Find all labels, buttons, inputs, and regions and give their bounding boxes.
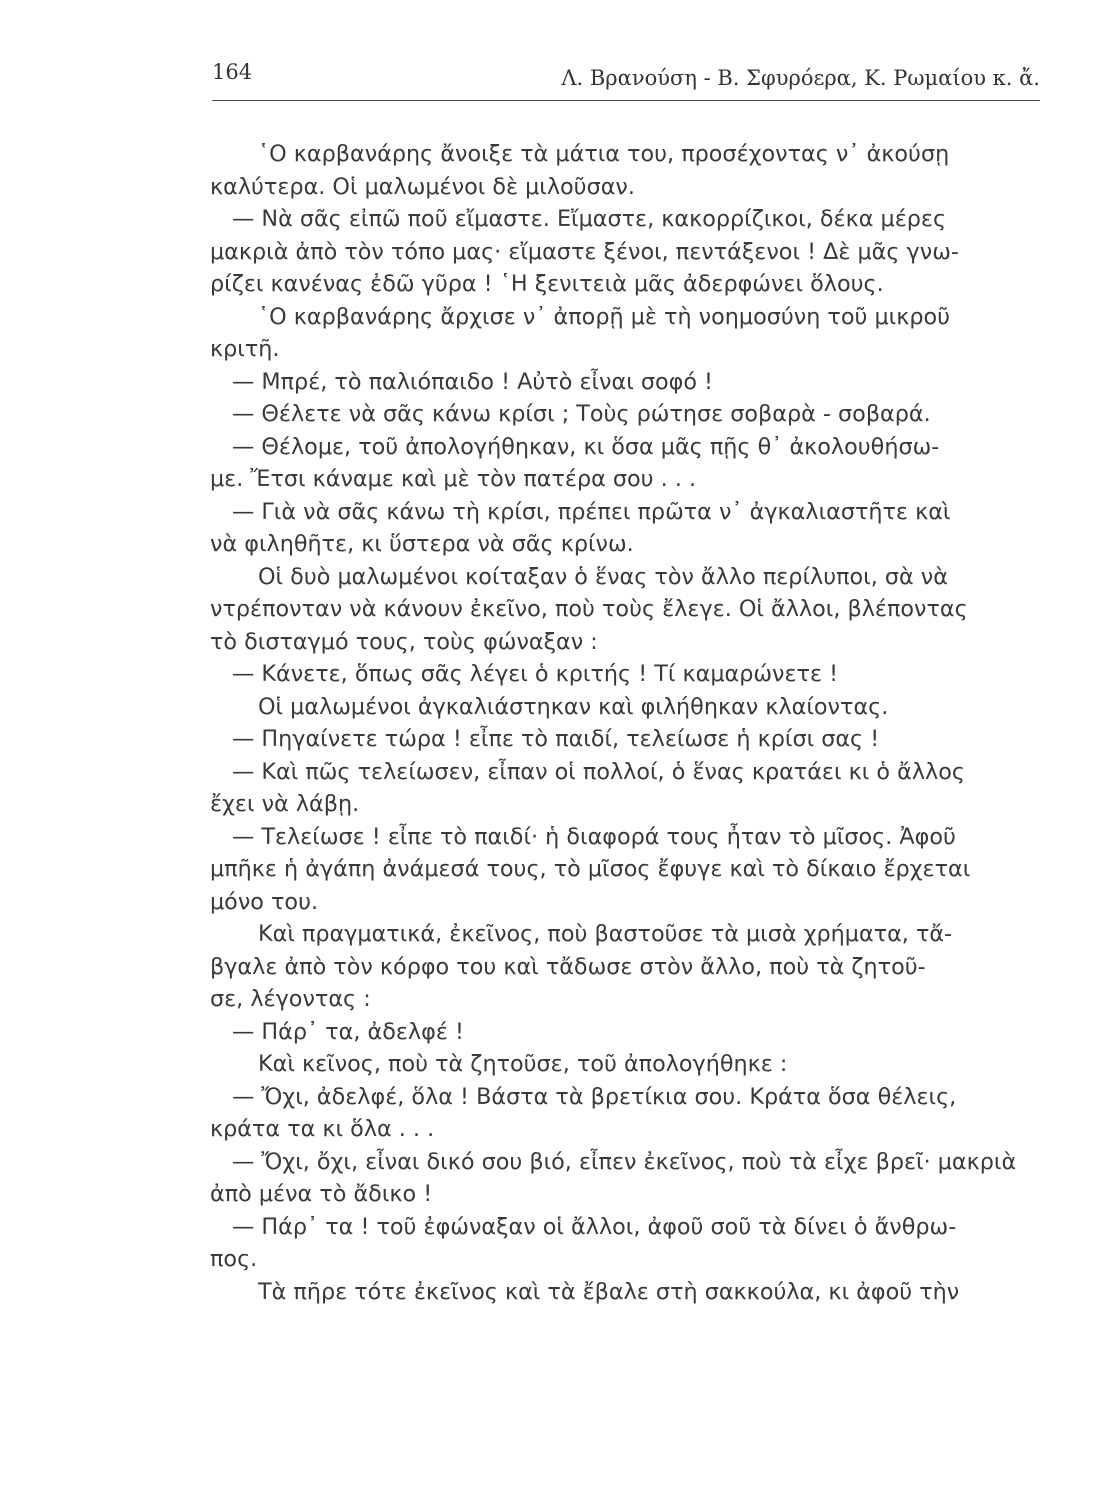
text-line: μπῆκε ἡ ἀγάπη ἀνάμεσά τους, τὸ μῖσος ἔφυγε καὶ τὸ δίκαιο ἔρχεται: [210, 856, 971, 882]
text-line: Οἱ δυὸ μαλωμένοι κοίταξαν ὁ ἕνας τὸν ἄλλο περίλυποι, σὰ νὰ: [258, 563, 948, 590]
text-line: Καὶ κεῖνος, ποὺ τὰ ζητοῦσε, τοῦ ἀπολογήθηκε :: [258, 1051, 788, 1077]
text-line: — Μπρέ, τὸ παλιόπαιδο ! Αὐτὸ εἶναι σοφό !: [232, 368, 713, 395]
page-header: [212, 60, 1040, 101]
text-line: ρίζει κανένας ἐδῶ γῦρα ! ῾Η ξενιτειὰ μᾶς ἀδερφώνει ὅλους.: [210, 271, 884, 297]
text-line: — Νὰ σᾶς εἰπῶ ποῦ εἴμαστε. Εἴμαστε, κακορρίζικοι, δέκα μέρες: [232, 206, 947, 232]
text-line: ἔχει νὰ λάβῃ.: [210, 791, 360, 817]
text-line: — Κάνετε, ὅπως σᾶς λέγει ὁ κριτής ! Τί καμαρώνετε !: [232, 661, 839, 687]
text-line: — Καὶ πῶς τελείωσεν, εἶπαν οἱ πολλοί, ὁ ἕνας κρατάει κι ὁ ἄλλος: [232, 758, 965, 785]
page-number: 164: [212, 60, 253, 84]
text-line: — Θέλετε νὰ σᾶς κάνω κρίσι ; Τοὺς ρώτησε σοβαρὰ - σοβαρά.: [232, 401, 931, 427]
text-line: Καὶ πραγματικά, ἐκεῖνος, ποὺ βαστοῦσε τὰ μισὰ χρήματα, τἄ-: [258, 921, 953, 947]
text-line: Οἱ μαλωμένοι ἀγκαλιάστηκαν καὶ φιλήθηκαν κλαίοντας.: [258, 693, 889, 720]
text-line: νὰ φιληθῆτε, κι ὕστερα νὰ σᾶς κρίνω.: [210, 531, 634, 557]
text-line: μακριὰ ἀπὸ τὸν τόπο μας· εἴμαστε ξένοι, πεντάξενοι ! Δὲ μᾶς γνω-: [210, 238, 959, 265]
text-line: — Τελείωσε ! εἶπε τὸ παιδί· ἡ διαφορά τους ἦταν τὸ μῖσος. Ἀφοῦ: [232, 823, 956, 850]
text-line: — Πηγαίνετε τώρα ! εἶπε τὸ παιδί, τελείωσε ἡ κρίσι σας !: [232, 726, 880, 752]
text-line: — Ὄχι, ἀδελφέ, ὅλα ! Βάστα τὰ βρετίκια σου. Κράτα ὅσα θέλεις,: [232, 1083, 957, 1110]
text-line: — Ὄχι, ὄχι, εἶναι δικό σου βιό, εἶπεν ἐκεῖνος, ποὺ τὰ εἶχε βρεῖ· μακριὰ: [232, 1148, 1017, 1175]
text-line: μόνο του.: [210, 888, 319, 915]
text-line: ἀπὸ μένα τὸ ἄδικο !: [210, 1181, 433, 1207]
text-line: κριτῆ.: [210, 336, 280, 362]
text-line: ντρέπονταν νὰ κάνουν ἐκεῖνο, ποὺ τοὺς ἔλεγε. Οἱ ἄλλοι, βλέποντας: [210, 596, 968, 622]
text-line: ῾Ο καρβανάρης ἄρχισε ν᾽ ἀπορῇ μὲ τὴ νοημοσύνη τοῦ μικροῦ: [258, 303, 951, 330]
body-text: [210, 138, 1044, 1308]
text-line: — Γιὰ νὰ σᾶς κάνω τὴ κρίσι, πρέπει πρῶτα ν᾽ ἀγκαλιαστῆτε καὶ: [232, 498, 951, 525]
text-line: — Θέλομε, τοῦ ἀπολογήθηκαν, κι ὅσα μᾶς πῇς θ᾽ ἀκολουθήσω-: [232, 433, 940, 460]
text-line: με. Ἔτσι κάναμε καὶ μὲ τὸν πατέρα σου . . .: [210, 466, 697, 492]
text-line: ῾Ο καρβανάρης ἄνοιξε τὰ μάτια του, προσέχοντας ν᾽ ἀκούσῃ: [258, 141, 950, 167]
text-line: κράτα τα κι ὅλα . . .: [210, 1116, 435, 1142]
text-line: Τὰ πῆρε τότε ἐκεῖνος καὶ τὰ ἔβαλε στὴ σακκούλα, κι ἀφοῦ τὴν: [258, 1278, 960, 1305]
text-line: — Πάρ᾽ τα, ἀδελφέ !: [232, 1018, 464, 1045]
text-line: σε, λέγοντας :: [210, 986, 371, 1012]
text-line: βγαλε ἀπὸ τὸν κόρφο του καὶ τἄδωσε στὸν ἄλλο, ποὺ τὰ ζητοῦ-: [210, 953, 926, 980]
text-line: — Πάρ᾽ τα ! τοῦ ἐφώναξαν οἱ ἄλλοι, ἀφοῦ σοῦ τὰ δίνει ὁ ἄνθρω-: [232, 1213, 957, 1240]
running-title: Λ. Βρανούση - Β. Σφυρόερα, Κ. Ρωμαίου κ. ἄ.: [561, 66, 1040, 90]
text-line: πος.: [210, 1246, 258, 1272]
text-line: καλύτερα. Οἱ μαλωμένοι δὲ μιλοῦσαν.: [210, 173, 635, 200]
text-line: τὸ δισταγμό τους, τοὺς φώναξαν :: [210, 628, 598, 655]
